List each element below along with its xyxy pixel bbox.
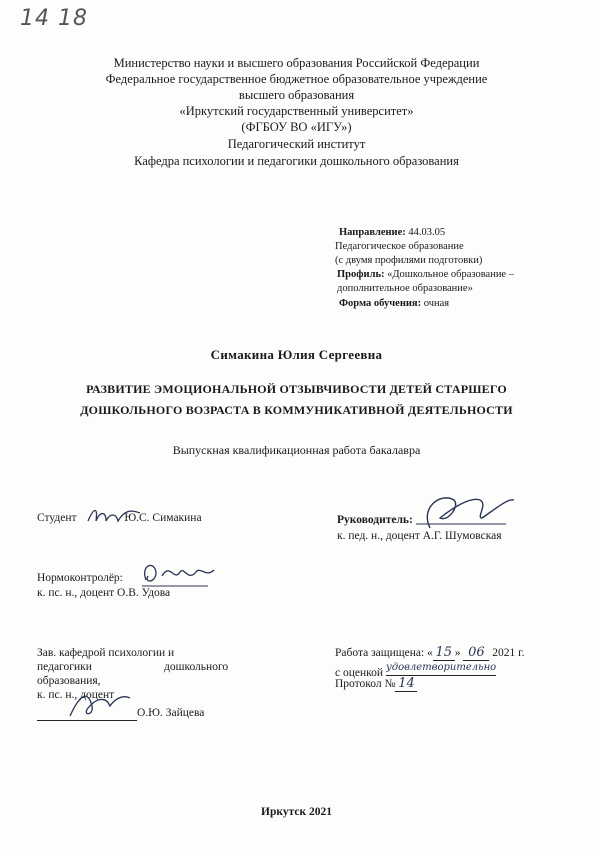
header-line-6: Педагогический институт [227, 137, 366, 151]
author-name: Симакина Юлия Сергеевна [210, 347, 383, 362]
header-line-5: (ФГБОУ ВО «ИГУ») [241, 120, 352, 134]
head-name: О.Ю. Зайцева [137, 707, 205, 719]
direction-note: (с двумя профилями подготовки) [335, 255, 483, 266]
defense-line [335, 646, 524, 661]
head-line-3: образования, [37, 675, 101, 687]
normcontrol-info: к. пс. н., доцент О.В. Удова [37, 587, 171, 599]
supervisor-signature [410, 488, 520, 538]
defense-day: 15 [433, 646, 455, 661]
profile-line [337, 268, 514, 281]
grade-value: удовлетворительно [386, 661, 496, 676]
grade-label: с оценкой [335, 667, 384, 679]
direction-line [339, 226, 445, 239]
head-line-2 [37, 660, 237, 674]
thesis-title-line-1: РАЗВИТИЕ ЭМОЦИОНАЛЬНОЙ ОТЗЫВЧИВОСТИ ДЕТЕЙ СТАРШЕГО [86, 382, 507, 396]
form-label: Форма обучения: [339, 298, 422, 309]
form-line [339, 297, 449, 310]
direction-code: 44.03.05 [408, 227, 446, 238]
thesis-title-line-2: ДОШКОЛЬНОГО ВОЗРАСТА В КОММУНИКАТИВНОЙ ДЕЯТЕЛЬНОСТИ [80, 403, 513, 417]
protocol-number: 14 [395, 677, 417, 692]
student-signature [84, 503, 144, 529]
supervisor-info: к. пед. н., доцент А.Г. Шумовская [337, 530, 502, 542]
footer-city-year: Иркутск 2021 [261, 806, 332, 818]
profile-label: Профиль: [337, 269, 385, 280]
head-line-4: к. пс. н., доцент [37, 689, 115, 701]
normcontrol-label: Нормоконтролёр: [37, 572, 123, 584]
defense-month: 06 [463, 646, 489, 661]
supervisor-label: Руководитель: [337, 514, 413, 526]
header-line-4: «Иркутский государственный университет» [179, 104, 414, 118]
header-line-7: Кафедра психологии и педагогики дошкольного образования [134, 154, 459, 168]
direction-label: Направление: [339, 227, 406, 238]
student-name: Ю.С. Симакина [124, 512, 202, 524]
protocol-label: Протокол № [335, 678, 396, 690]
defense-year: 2021 г. [492, 647, 525, 659]
head-signature [66, 688, 136, 722]
defense-mid: » [454, 647, 461, 659]
head-line-2a: педагогики [37, 661, 92, 673]
header-line-1: Министерство науки и высшего образования Российской Федерации [113, 56, 480, 70]
profile-value-1: «Дошкольное образование – [387, 269, 514, 280]
header-line-3: высшего образования [238, 88, 355, 102]
work-type: Выпускная квалификационная работа бакалавра [172, 443, 421, 457]
form-value: очная [423, 298, 450, 309]
head-line-1: Зав. кафедрой психологии и [37, 647, 175, 659]
header-line-2: Федеральное государственное бюджетное образовательное учреждение [105, 72, 488, 86]
defense-label: Работа защищена: « [335, 647, 433, 659]
direction-name: Педагогическое образование [335, 241, 464, 252]
head-line-2b: дошкольного [164, 661, 229, 673]
student-label: Студент [37, 512, 77, 524]
protocol-line [335, 677, 417, 692]
normcontrol-signature [140, 558, 220, 590]
handwritten-page-number: 14 18 [20, 6, 88, 31]
profile-value-2: дополнительное образование» [337, 283, 473, 294]
